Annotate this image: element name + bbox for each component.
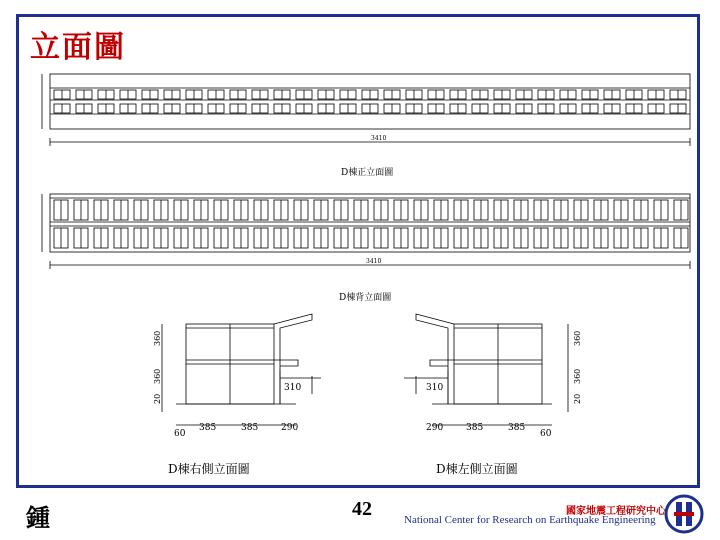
left-dim-w3: 385 xyxy=(508,423,526,433)
right-dim-h2: 360 xyxy=(153,368,162,384)
slide-title: 立面圖 xyxy=(30,30,126,65)
right-side-elevation xyxy=(162,314,321,425)
right-dim-w4: 290 xyxy=(281,423,299,433)
left-cantilever-dim: 310 xyxy=(426,383,444,393)
back-caption: D棟背立面圖 xyxy=(339,293,392,303)
ncree-logo-icon xyxy=(664,494,704,534)
right-cantilever-dim: 310 xyxy=(284,383,302,393)
org-name-zh: 國家地震工程研究中心 xyxy=(566,506,666,517)
right-dim-h3: 20 xyxy=(153,393,162,404)
left-dim-h2: 360 xyxy=(573,368,582,384)
left-dim-h3: 20 xyxy=(573,393,582,404)
left-dim-w2: 385 xyxy=(466,423,484,433)
right-dim-h1: 360 xyxy=(153,330,162,346)
front-overall-dim: 3410 xyxy=(371,135,387,142)
footer-author: 鍾 xyxy=(26,503,50,532)
left-dim-w4: 60 xyxy=(540,429,552,439)
left-dim-h1: 360 xyxy=(573,330,582,346)
left-side-elevation xyxy=(404,314,568,425)
right-caption: D棟右側立面圖 xyxy=(168,462,250,476)
page-number: 42 xyxy=(352,498,372,520)
right-dim-w2: 385 xyxy=(199,423,217,433)
right-dim-w3: 385 xyxy=(241,423,259,433)
front-caption: D棟正立面圖 xyxy=(341,168,394,178)
left-dim-w1: 290 xyxy=(426,423,444,433)
front-elevation xyxy=(42,74,690,146)
right-dim-w1: 60 xyxy=(174,429,186,439)
back-overall-dim: 3410 xyxy=(366,258,382,265)
elevation-drawings xyxy=(36,70,691,480)
org-name-en: National Center for Research on Earthquake Engineering xyxy=(404,514,656,526)
left-caption: D棟左側立面圖 xyxy=(436,462,518,476)
